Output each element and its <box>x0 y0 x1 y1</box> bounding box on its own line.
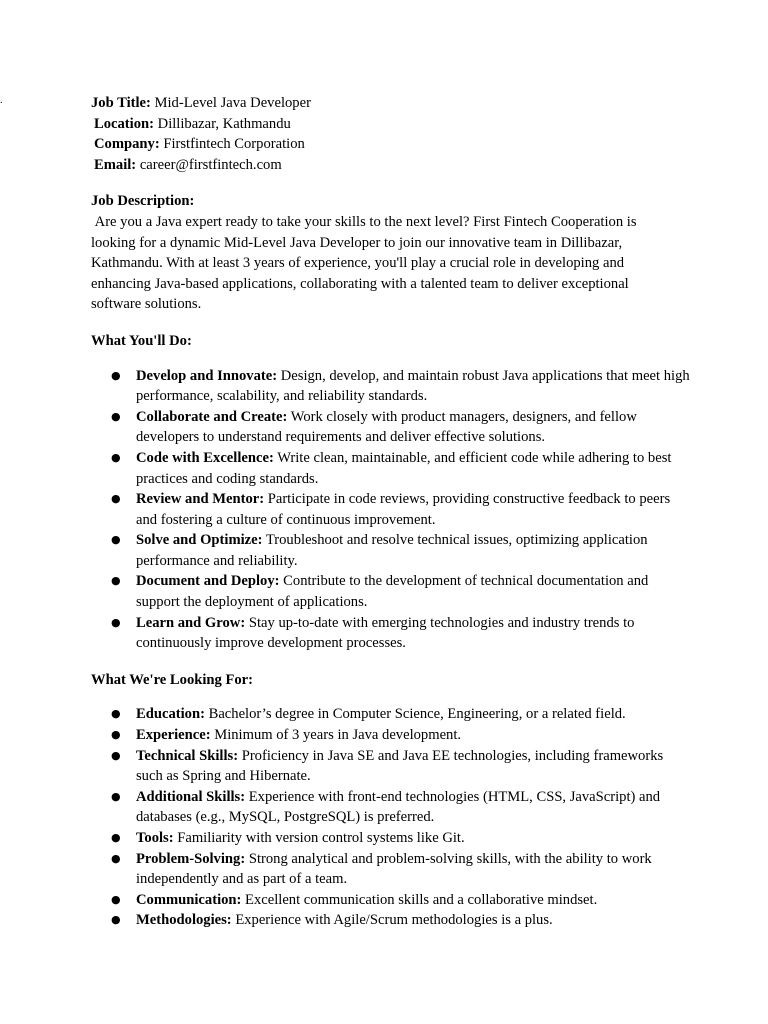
item-text: Minimum of 3 years in Java development. <box>210 727 462 744</box>
job-title-value: Mid-Level Java Developer <box>150 95 311 111</box>
list-item <box>91 704 691 725</box>
list-item <box>91 489 691 530</box>
list-item <box>91 890 691 911</box>
list-item <box>91 849 691 890</box>
item-label: Document and Deploy: <box>136 573 280 590</box>
what-were-looking-for-heading: What We're Looking For: <box>91 671 254 688</box>
item-text: Familiarity with version control systems like Git. <box>173 830 465 846</box>
what-were-looking-for-list <box>91 704 691 931</box>
item-label: Develop and Innovate: <box>136 367 278 384</box>
list-item <box>91 746 691 787</box>
item-label: Problem-Solving: <box>136 850 246 867</box>
bullet-icon: ● <box>111 851 121 865</box>
item-text: Contribute to the development of technical documentation and support the deployment of applications. <box>136 573 649 611</box>
list-item <box>91 787 691 828</box>
list-item <box>91 530 691 571</box>
bullet-icon: ● <box>111 368 121 382</box>
bullet-icon: ● <box>111 533 121 547</box>
bullet-icon: ● <box>111 728 121 742</box>
bullet-icon: ● <box>111 409 121 423</box>
location-value: Dillibazar, Kathmandu <box>154 115 291 132</box>
item-text: Design, develop, and maintain robust Java applications that meet high performance, scalability, and reliability standards. <box>136 367 690 405</box>
job-description-heading: Job Description: <box>91 193 195 210</box>
bullet-icon: ● <box>111 748 121 762</box>
email-line <box>91 155 691 176</box>
item-text: Proficiency in Java SE and Java EE technologies, including frameworks such as Spring and Hibernate. <box>136 747 664 785</box>
job-title-line <box>91 93 691 114</box>
company-line <box>91 134 691 155</box>
job-description-section <box>91 191 691 315</box>
bullet-icon: ● <box>111 892 121 906</box>
item-text: Bachelor’s degree in Computer Science, Engineering, or a related field. <box>204 706 626 723</box>
list-item <box>91 613 691 654</box>
job-header <box>91 93 691 175</box>
list-item <box>91 571 691 612</box>
company-value: Firstfintech Corporation <box>159 136 305 153</box>
bullet-icon: ● <box>111 913 121 927</box>
list-item <box>91 407 691 448</box>
item-label: Solve and Optimize: <box>136 532 263 549</box>
bullet-icon: ● <box>111 450 121 464</box>
bullet-icon: ● <box>111 707 121 721</box>
email-label: Email: <box>94 156 137 173</box>
job-title-label: Job Title: <box>91 95 151 111</box>
bullet-icon: ● <box>111 831 121 844</box>
item-label: Review and Mentor: <box>136 491 265 508</box>
item-label: Learn and Grow: <box>136 614 246 631</box>
stray-mark: . <box>0 95 3 106</box>
list-item <box>91 910 691 931</box>
item-text: Experience with front-end technologies (HTML, CSS, JavaScript) and databases (e.g., MySQL, PostgreSQL) is preferred. <box>136 788 661 826</box>
item-text: Write clean, maintainable, and efficient code while adhering to best practices and coding standards. <box>136 449 672 487</box>
what-were-looking-for-section <box>91 670 691 931</box>
what-youll-do-heading: What You'll Do: <box>91 332 192 349</box>
item-text: Troubleshoot and resolve technical issues, optimizing application performance and reliability. <box>136 532 648 569</box>
location-label: Location: <box>94 115 154 132</box>
item-label: Experience: <box>136 727 211 744</box>
email-value: career@firstfintech.com <box>136 156 282 173</box>
item-label: Methodologies: <box>136 912 232 929</box>
item-text: Work closely with product managers, designers, and fellow developers to understand requirements and deliver effective solutions. <box>136 408 637 446</box>
bullet-icon: ● <box>111 574 121 588</box>
item-label: Communication: <box>136 891 242 908</box>
item-text: Experience with Agile/Scrum methodologies is a plus. <box>231 912 553 929</box>
item-label: Technical Skills: <box>136 747 239 764</box>
company-label: Company: <box>94 136 160 153</box>
item-label: Code with Excellence: <box>136 449 274 466</box>
bullet-icon: ● <box>111 789 121 803</box>
item-text: Participate in code reviews, providing constructive feedback to peers and fostering a culture of continuous improvement. <box>136 491 671 528</box>
location-line <box>91 114 691 135</box>
item-label: Collaborate and Create: <box>136 408 288 425</box>
item-text: Stay up-to-date with emerging technologies and industry trends to continuously improve development processes. <box>136 614 635 652</box>
item-label: Tools: <box>136 830 174 846</box>
list-item <box>91 725 691 746</box>
bullet-icon: ● <box>111 615 121 629</box>
item-text: Excellent communication skills and a collaborative mindset. <box>241 891 598 908</box>
job-posting-document <box>91 93 691 931</box>
bullet-icon: ● <box>111 492 121 506</box>
list-item <box>91 366 691 407</box>
job-description-body: Are you a Java expert ready to take your skills to the next level? First Fintech Cooperation is looking for a dynamic Mid-Level Java Developer to join our innovative team in Dillibazar, Kathmandu. With at least 3 years of experience, you'll play a crucial role in developing and enhancing Java-based applications, collaborating with a talented team to deliver exceptional software solutions. <box>91 213 637 313</box>
item-label: Additional Skills: <box>136 788 246 805</box>
what-youll-do-list <box>91 366 691 654</box>
list-item <box>91 828 691 849</box>
what-youll-do-section <box>91 331 691 654</box>
list-item <box>91 448 691 489</box>
item-text: Strong analytical and problem-solving skills, with the ability to work independently and as part of a team. <box>136 850 652 888</box>
job-description-text <box>91 212 671 315</box>
item-label: Education: <box>136 706 205 723</box>
